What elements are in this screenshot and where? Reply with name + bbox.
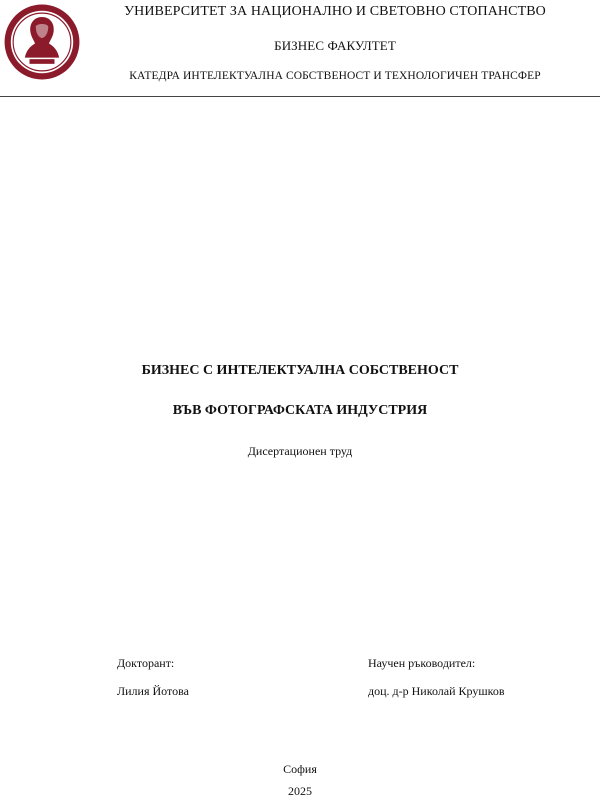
document-title-line-2: ВЪВ ФОТОГРАФСКАТА ИНДУСТРИЯ bbox=[172, 403, 428, 418]
doctoral-label: Докторант: bbox=[117, 656, 175, 670]
header-divider bbox=[0, 96, 600, 97]
supervisor-label: Научен ръководител: bbox=[368, 656, 476, 670]
supervisor-name: доц. д-р Николай Крушков bbox=[368, 684, 505, 698]
document-type: Дисертационен труд bbox=[247, 444, 353, 458]
faculty-name: БИЗНЕС ФАКУЛТЕТ bbox=[274, 38, 396, 53]
document-title-line-1: БИЗНЕС С ИНТЕЛЕКТУАЛНА СОБСТВЕНОСТ bbox=[141, 363, 459, 378]
doctoral-name: Лилия Йотова bbox=[117, 684, 189, 698]
department-name: КАТЕДРА ИНТЕЛЕКТУАЛНА СОБСТВЕНОСТ И ТЕХНОЛОГИЧЕН ТРАНСФЕР bbox=[129, 70, 541, 82]
year: 2025 bbox=[288, 784, 312, 798]
university-seal-icon bbox=[3, 3, 81, 81]
city: София bbox=[283, 762, 317, 776]
university-name: УНИВЕРСИТЕТ ЗА НАЦИОНАЛНО И СВЕТОВНО СТОПАНСТВО bbox=[124, 4, 546, 19]
